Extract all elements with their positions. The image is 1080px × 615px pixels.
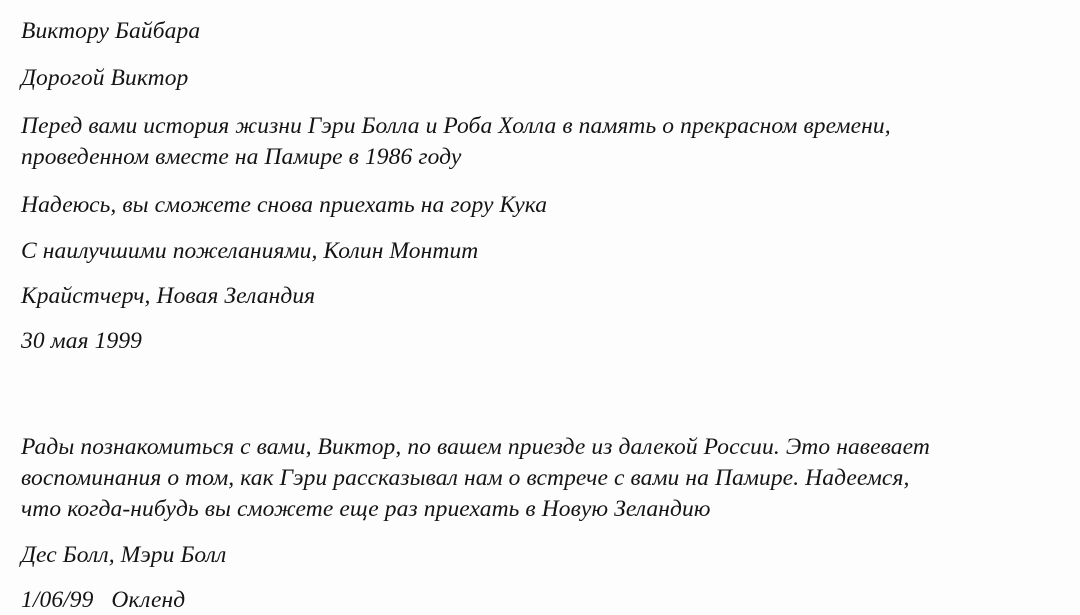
second-letter-line-3: что когда-нибудь вы сможете еще раз приехать в Новую Зеландию xyxy=(21,496,711,522)
body-line-1: Перед вами история жизни Гэри Болла и Роба Холла в память о прекрасном времени, xyxy=(21,113,891,139)
date-line: 30 мая 1999 xyxy=(21,328,143,354)
second-letter-line-1: Рады познакомиться с вами, Виктор, по вашем приезде из далекой России. Это навевает xyxy=(21,434,930,460)
hope-line: Надеюсь, вы сможете снова приехать на гору Кука xyxy=(21,192,548,218)
place-line: Крайстчерч, Новая Зеландия xyxy=(21,283,316,309)
signatures-line: Дес Болл, Мэри Болл xyxy=(21,542,227,568)
second-letter-line-2: воспоминания о том, как Гэри рассказывал нам о встрече с вами на Памире. Надеемся, xyxy=(21,465,910,491)
greeting: Дорогой Виктор xyxy=(21,65,189,91)
date-place-line: 1/06/99 Окленд xyxy=(21,587,186,613)
closing-line: С наилучшими пожеланиями, Колин Монтит xyxy=(21,238,479,264)
body-line-2: проведенном вместе на Памире в 1986 году xyxy=(21,144,462,170)
addressee: Виктору Байбара xyxy=(21,18,201,44)
